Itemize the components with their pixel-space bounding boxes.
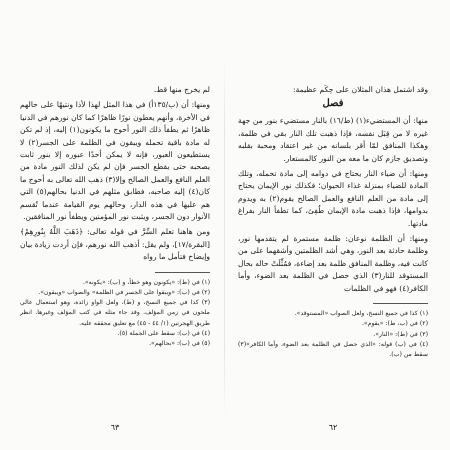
right-opening-line: وقد اشتمل هذان المثلان على حِكَم عظيمة: [293,85,428,94]
left-paragraph-1: لم يخرج منها قط. [153,85,210,94]
left-page-number: ٦٣ [110,423,120,432]
left-footnote-1: (١) في (ط): «يكونون وهو خطأ، و (ب): «يكونه». [82,278,210,286]
left-footnote-4: (٤) في (ب): سقط على الجملة (٥). [117,329,210,337]
left-page [20,84,210,424]
left-paragraph-3: ومن هاهنا تعلم السِّرَّ في قوله تعالى: ﴿ذَهَبَ اللَّهُ بِنُورِهِمْ﴾ [البقرة/١٧]، ولم يقل: أذهب الله نورهم، فإن أردت زيادة بيان وإيضاح فتأمل ما رواه [20,227,210,262]
footnote-separator [155,272,210,273]
right-paragraph-2: ومنها: أن ضياء النار يحتاج في دوامه إلى مادة تحمله، وتلك المادة للضياء بمنزلة غذاء الحيوان؛ فكذلك نور الإيمان يحتاج إلى مادة من العلم النافع والعمل الصالح يقوم(٢) به ويدوم بدوامها، فإذا ذهبت مادة الإيمان طُفِئ، كما تطفأ النار بفراغ مادتها. [238,169,428,228]
right-footnote-1: (١) كذا في جميع النسخ، ولعل الصواب «المستوقد». [294,310,428,318]
footnote-separator [373,303,428,304]
right-paragraph-3: ومنها: أن الظلمة نوعان: ظلمة مستمرة لم يتقدمها نور، وظلمة حادثة بعد النور، وهي أشد الظلمتين وأشقهما على من كانت فيه، وظلمة المنافق ظلمة بعد إضاءة، فمُثِّلَتْ حاله بحال المستوقد للنار(٣) الذي حصل في الظلمة بعد الضوء، وأما الكافر(٤) فهو في الظلمات [238,234,428,293]
left-footnote-3: (٣) كذا في جميع النسخ، و (ط)، ولعل الواو زائدة، وهو استعمال عالي ملحون في زمن المؤلف. وقد جاء مثله في كتب المؤلف وغيرها. انظر طريق الهجرتين (١/ ٤٤ - ٤٥) مع تعليق محققه عليه. [20,299,210,327]
left-footnote-2: (٢) في (ب): «ويبقوا على الجسر في الظلمة» والصواب «ويبقون». [38,288,210,296]
left-footnote-5: (٥) في (ب): «بحالهم». [149,339,210,347]
left-paragraph-2: ومنها: أن (ب/١٣٥أ) في هذا المثل لهذا لأذا ونتيهًا على حالهم في الأخرة، وأنهم يعطون نورًا ظاهرًا كما كان نورهم في الدنيا ظاهرًا ثم يطفأ ذلك النور أحوج ما يكونون(١) إليه، إذ لم تكن له مادة باقية تحمله ويبقون في الظلمة على الجسر(٢) لا يستطيعون العبور، فإنه لا يمكن أحدًا عبوره إلا بنور ثابت يصحبه حتى يقطع الجسر فإن لم يكن لذلك النور مادة من العلم النافع والعمل الصالح وإلا(٣) ذهب الله تعالى به أحوج ما كان(٤) إليه صاحبه، فطابق مثلهم في الدنيا بحالهم(٥) التي هم عليها في هذه الدار، وحالهم يوم القيامة عندما تُقسم الأنوار دون الجسر، ويثبت نور المؤمنين ويطفأ نور المنافقين. [20,100,210,222]
right-page-number: ٦٢ [328,423,338,432]
right-footnotes [238,309,428,360]
right-paragraph-1: منها: أن المستضيء(١) (ط/١٦) بالنار مستضيء بنور من جهة غيره لا من قِبَل نفسه، فإذا ذهبت تلك النار بقي في ظلمة، وهكذا المنافق لمّا أقر بلسانه من غير اعتقاد ومحبة بقلبه وتصديق جازم كان ما معه من النور كالمستعار. [238,116,428,163]
right-page [238,84,428,424]
page-gutter [224,60,225,420]
section-heading: فصل [322,98,344,110]
right-footnote-2: (٢) في (ب، ط): «يقوم». [361,320,428,328]
left-footnotes [20,278,210,349]
right-footnote-4: (٤) في (ب) قوله: «الذي حصل في الظلمة بعد الضوء، وأما الكافر»(٣) سقط من (ب). [238,340,428,358]
right-footnote-3: (٣) في (ط): «النار». [373,330,428,338]
